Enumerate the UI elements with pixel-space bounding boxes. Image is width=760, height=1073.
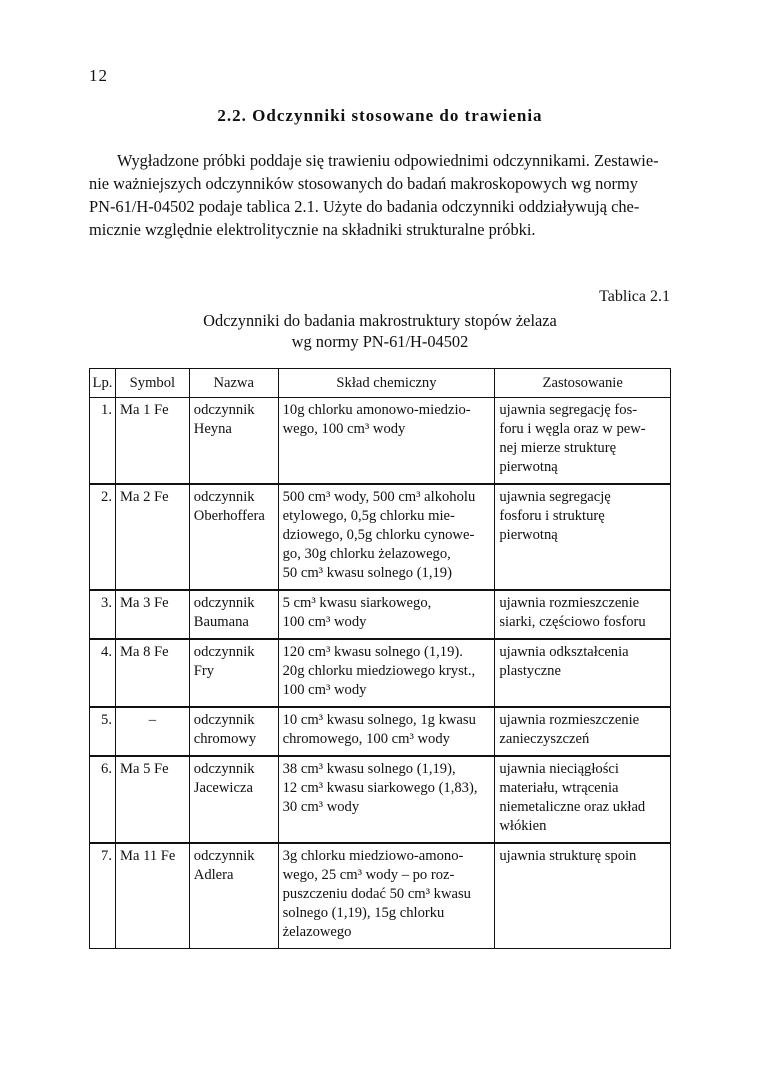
table-caption-line: wg normy PN-61/H-04502 <box>291 332 469 351</box>
zastosowanie-line: niemetaliczne oraz układ <box>499 799 646 815</box>
symbol-text: Ma 1 Fe <box>119 402 169 418</box>
cell-zastosowanie <box>495 707 671 756</box>
cell-zastosowanie <box>495 398 671 485</box>
nazwa-line: odczynnik <box>193 402 255 418</box>
nazwa-line: odczynnik <box>193 761 255 777</box>
header-lp: Lp. <box>90 369 116 398</box>
sklad-line: 5 cm³ kwasu siarkowego, <box>282 595 432 611</box>
header-symbol: Symbol <box>115 369 189 398</box>
zastosowanie-line: pierwotną <box>499 527 558 543</box>
sklad-line: 120 cm³ kwasu solnego (1,19). <box>282 644 463 660</box>
sklad-line: 500 cm³ wody, 500 cm³ alkoholu <box>282 489 476 505</box>
sklad-line: 20g chlorku miedziowego kryst., <box>282 663 476 679</box>
nazwa-line: Adlera <box>193 867 234 883</box>
table-row <box>90 398 671 485</box>
header-nazwa: Nazwa <box>189 369 278 398</box>
nazwa-line: odczynnik <box>193 644 255 660</box>
cell-sklad <box>278 398 495 485</box>
table-row <box>90 707 671 756</box>
table-label: Tablica 2.1 <box>599 288 670 305</box>
cell-nazwa <box>189 707 278 756</box>
zastosowanie-line: materiału, wtrącenia <box>499 780 619 796</box>
cell-sklad <box>278 707 495 756</box>
table-row <box>90 590 671 639</box>
zastosowanie-line: włókien <box>499 818 547 834</box>
cell-symbol <box>115 707 189 756</box>
symbol-text: Ma 11 Fe <box>119 848 176 864</box>
cell-sklad <box>278 590 495 639</box>
cell-zastosowanie <box>495 484 671 590</box>
cell-symbol <box>115 639 189 707</box>
cell-lp: 6. <box>90 756 116 843</box>
cell-sklad <box>278 756 495 843</box>
sklad-line: 10g chlorku amonowo-miedzio- <box>282 402 471 418</box>
sklad-line: 3g chlorku miedziowo-amono- <box>282 848 464 864</box>
reagents-table <box>89 368 671 949</box>
cell-sklad <box>278 639 495 707</box>
zastosowanie-line: ujawnia segregację fos- <box>499 402 638 418</box>
cell-lp: 1. <box>90 398 116 485</box>
nazwa-line: odczynnik <box>193 595 255 611</box>
table-row <box>90 756 671 843</box>
sklad-line: 30 cm³ wody <box>282 799 360 815</box>
symbol-text: Ma 8 Fe <box>119 644 169 660</box>
nazwa-line: odczynnik <box>193 489 255 505</box>
symbol-text: Ma 5 Fe <box>119 761 169 777</box>
sklad-line: żelazowego <box>282 924 352 940</box>
nazwa-line: Heyna <box>193 421 232 437</box>
cell-nazwa <box>189 398 278 485</box>
sklad-line: 50 cm³ kwasu solnego (1,19) <box>282 565 452 581</box>
nazwa-line: odczynnik <box>193 848 255 864</box>
cell-nazwa <box>189 843 278 949</box>
cell-nazwa <box>189 590 278 639</box>
cell-sklad <box>278 484 495 590</box>
table-row <box>90 484 671 590</box>
zastosowanie-line: foru i węgla oraz w pew- <box>499 421 646 437</box>
intro-line: micznie względnie elektrolitycznie na składniki strukturalne próbki. <box>89 220 536 239</box>
table-caption-line: Odczynniki do badania makrostruktury stopów żelaza <box>203 311 557 330</box>
header-zastosowanie: Zastosowanie <box>495 369 671 398</box>
sklad-line: 100 cm³ wody <box>282 682 367 698</box>
cell-zastosowanie <box>495 843 671 949</box>
zastosowanie-line: pierwotną <box>499 459 558 475</box>
sklad-line: go, 30g chlorku żelazowego, <box>282 546 451 562</box>
cell-lp: 5. <box>90 707 116 756</box>
cell-symbol <box>115 398 189 485</box>
cell-symbol <box>115 484 189 590</box>
table-header-row <box>90 369 671 398</box>
zastosowanie-line: ujawnia segregację <box>499 489 611 505</box>
sklad-line: chromowego, 100 cm³ wody <box>282 731 450 747</box>
sklad-line: etylowego, 0,5g chlorku mie- <box>282 508 455 524</box>
sklad-line: 12 cm³ kwasu siarkowego (1,83), <box>282 780 478 796</box>
zastosowanie-line: ujawnia odkształcenia <box>499 644 629 660</box>
sklad-line: 10 cm³ kwasu solnego, 1g kwasu <box>282 712 476 728</box>
zastosowanie-line: fosforu i strukturę <box>499 508 605 524</box>
nazwa-line: Jacewicza <box>193 780 253 796</box>
sklad-line: 38 cm³ kwasu solnego (1,19), <box>282 761 456 777</box>
cell-lp: 4. <box>90 639 116 707</box>
cell-zastosowanie <box>495 756 671 843</box>
sklad-line: wego, 100 cm³ wody <box>282 421 406 437</box>
cell-symbol <box>115 843 189 949</box>
table-caption <box>0 310 760 352</box>
zastosowanie-line: zanieczyszczeń <box>499 731 590 747</box>
zastosowanie-line: ujawnia nieciągłości <box>499 761 619 777</box>
nazwa-line: odczynnik <box>193 712 255 728</box>
zastosowanie-line: siarki, częściowo fosforu <box>499 614 646 630</box>
table-row <box>90 843 671 949</box>
cell-lp: 2. <box>90 484 116 590</box>
intro-line: PN-61/H-04502 podaje tablica 2.1. Użyte do badania odczynniki oddziaływują che- <box>89 197 640 216</box>
sklad-line: wego, 25 cm³ wody – po roz- <box>282 867 455 883</box>
zastosowanie-line: ujawnia rozmieszczenie <box>499 712 640 728</box>
cell-nazwa <box>189 484 278 590</box>
sklad-line: puszczeniu dodać 50 cm³ kwasu <box>282 886 471 902</box>
symbol-text: – <box>148 712 157 728</box>
intro-paragraph <box>89 149 671 241</box>
sklad-line: 100 cm³ wody <box>282 614 367 630</box>
nazwa-line: chromowy <box>193 731 257 747</box>
zastosowanie-line: plastyczne <box>499 663 561 679</box>
zastosowanie-line: nej mierze strukturę <box>499 440 617 456</box>
header-sklad: Skład chemiczny <box>278 369 495 398</box>
cell-zastosowanie <box>495 590 671 639</box>
cell-symbol <box>115 590 189 639</box>
zastosowanie-line: ujawnia rozmieszczenie <box>499 595 640 611</box>
cell-lp: 7. <box>90 843 116 949</box>
intro-line: nie ważniejszych odczynników stosowanych do badań makroskopowych wg normy <box>89 174 638 193</box>
zastosowanie-line: ujawnia strukturę spoin <box>499 848 637 864</box>
table-row <box>90 639 671 707</box>
nazwa-line: Fry <box>193 663 215 679</box>
table-body <box>90 398 671 949</box>
nazwa-line: Oberhoffera <box>193 508 265 524</box>
sklad-line: dziowego, 0,5g chlorku cynowe- <box>282 527 475 543</box>
section-title: 2.2. Odczynniki stosowane do trawienia <box>217 106 543 125</box>
symbol-text: Ma 3 Fe <box>119 595 169 611</box>
cell-lp: 3. <box>90 590 116 639</box>
page-number: 12 <box>89 66 108 85</box>
cell-nazwa <box>189 639 278 707</box>
cell-zastosowanie <box>495 639 671 707</box>
cell-sklad <box>278 843 495 949</box>
nazwa-line: Baumana <box>193 614 249 630</box>
sklad-line: solnego (1,19), 15g chlorku <box>282 905 445 921</box>
cell-nazwa <box>189 756 278 843</box>
intro-line: Wygładzone próbki poddaje się trawieniu odpowiednimi odczynnikami. Zestawie- <box>117 151 659 170</box>
cell-symbol <box>115 756 189 843</box>
symbol-text: Ma 2 Fe <box>119 489 169 505</box>
